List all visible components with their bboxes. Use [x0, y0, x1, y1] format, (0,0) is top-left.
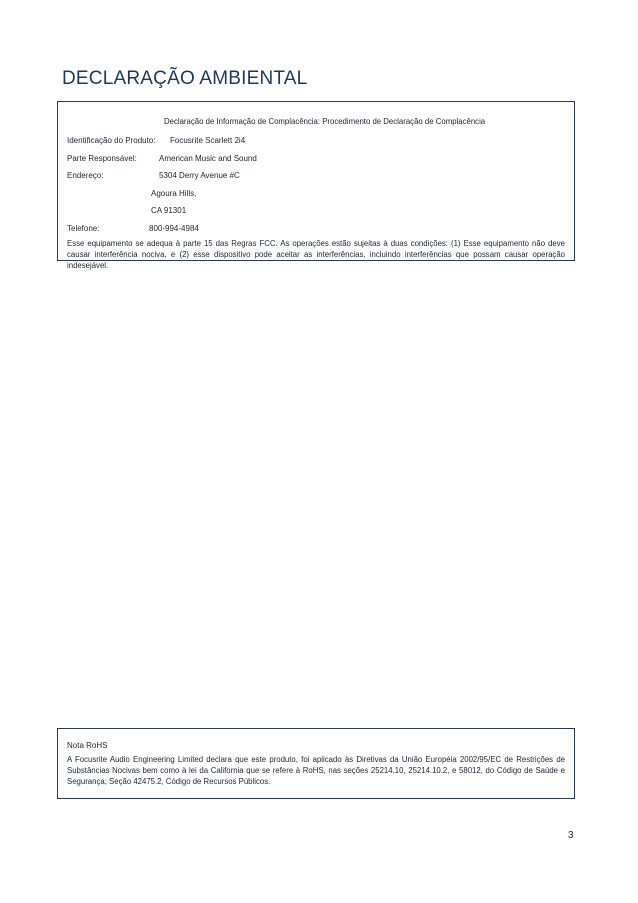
phone-value: 800-994-4984 — [149, 224, 199, 233]
rohs-box — [57, 728, 575, 799]
compliance-box — [57, 101, 575, 270]
address-label: Endereço: — [67, 171, 104, 180]
address-line2: Agoura Hills, — [151, 189, 197, 198]
address-line1: 5304 Derry Avenue #C — [159, 171, 240, 180]
product-id-value: Focusrite Scarlett 2i4 — [170, 136, 246, 145]
responsible-value: American Music and Sound — [159, 154, 257, 163]
phone-label: Telefone: — [67, 224, 100, 233]
page-title: DECLARAÇÃO AMBIENTAL — [62, 68, 308, 89]
rohs-title: Nota RoHS — [67, 741, 108, 750]
product-id-label: Identificação do Produto: — [67, 136, 156, 145]
rohs-text: A Focusrite Audio Engineering Limited declara que este produto, foi aplicado às Diretivas da União Européia 2002/95/EC de Restrições de Substâncias Nocivas bem como à lei da California que se refere à RoHS, nas seções 25214.10, 25214.10.2, e 58012, do Código de Saúde e Segurança; Seção 42475.2, Código de Recursos Públicos. — [67, 755, 565, 786]
compliance-heading: Declaração de Informação de Complacência: Procedimento de Declaração de Complacência — [164, 117, 486, 126]
address-line3: CA 91301 — [151, 206, 187, 215]
page-number: 3 — [568, 830, 574, 841]
fcc-statement: Esse equipamento se adequa à parte 15 das Regras FCC. As operações estão sujeitas à duas condições: (1) Esse equipamento não deve causar interferência nociva, e (2) esse dispositivo pode aceitar as interferências, incluindo interferências que possam causar operação indesejável. — [67, 239, 565, 270]
responsible-label: Parte Responsável: — [67, 154, 137, 163]
